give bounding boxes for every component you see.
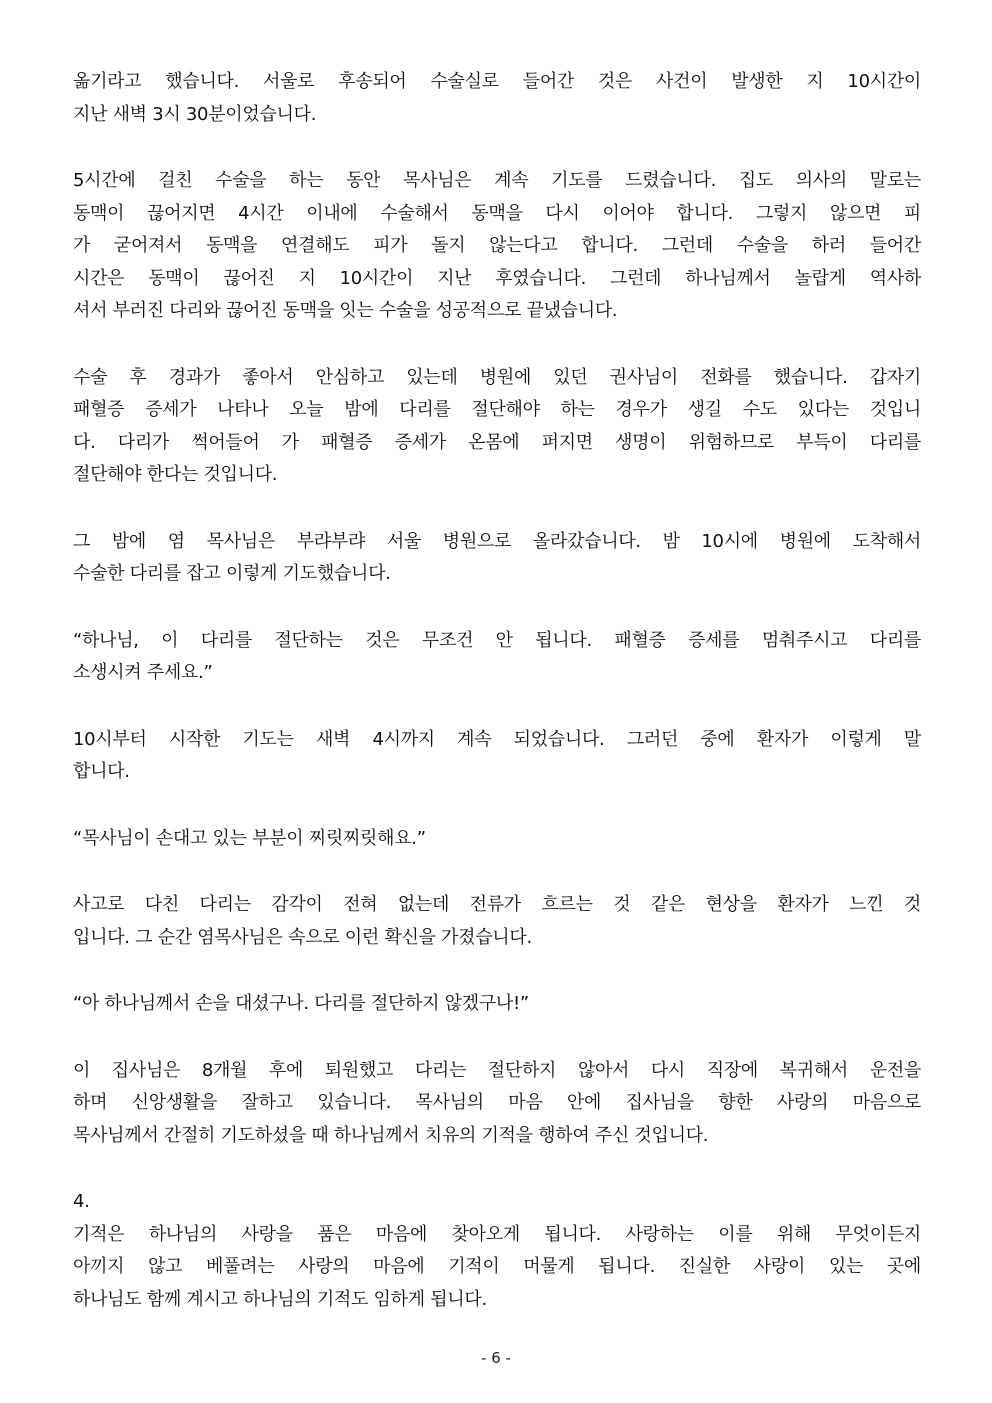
paragraph [73, 625, 921, 690]
text-line: “목사님이 손대고 있는 부분이 찌릿찌릿해요.” [73, 827, 426, 849]
paragraph [73, 66, 921, 131]
paragraph [73, 526, 921, 591]
text-line: 다. 다리가 썩어들어 가 패혈증 증세가 온몸에 퍼지면 생명이 위험하므로 부득이 다리를 [73, 431, 921, 453]
text-line: 하나님도 함께 계시고 하나님의 기적도 임하게 됩니다. [73, 1288, 487, 1310]
text-line: 4. [73, 1191, 90, 1212]
text-line: 목사님께서 간절히 기도하셨을 때 하나님께서 치유의 기적을 행하여 주신 것입니다. [73, 1124, 709, 1146]
text-line: 합니다. [73, 761, 130, 782]
text-line: 소생시켜 주세요.” [73, 662, 213, 683]
paragraph [73, 823, 921, 856]
paragraph [73, 362, 921, 492]
paragraph [73, 1186, 921, 1316]
text-line: 기적은 하나님의 사랑을 품은 마음에 찾아오게 됩니다. 사랑하는 이를 위해 무엇이든지 [73, 1223, 921, 1245]
text-line: 수술한 다리를 잡고 이렇게 기도했습니다. [73, 563, 391, 584]
paragraph [73, 1055, 921, 1153]
paragraph-gap [73, 789, 921, 823]
text-line: 아끼지 않고 베풀려는 사랑의 마음에 기적이 머물게 됩니다. 진실한 사랑이 있는 곳에 [73, 1256, 921, 1277]
text-line: 그 밤에 염 목사님은 부랴부랴 서울 병원으로 올라갔습니다. 밤 10시에 병원에 도착해서 [73, 530, 921, 552]
paragraph-gap [73, 1152, 921, 1186]
paragraph-gap [73, 954, 921, 988]
text-line: 지난 새벽 3시 30분이었습니다. [73, 103, 317, 125]
text-line: 수술 후 경과가 좋아서 안심하고 있는데 병원에 있던 권사님이 전화를 했습니다. 갑자기 [73, 366, 921, 388]
text-line: 절단해야 한다는 것입니다. [73, 464, 278, 485]
paragraph-gap [73, 328, 921, 362]
paragraph-gap [73, 492, 921, 526]
text-line: 하며 신앙생활을 잘하고 있습니다. 목사님의 마음 안에 집사님을 향한 사랑의 마음으로 [73, 1092, 921, 1113]
paragraph-gap [73, 591, 921, 625]
text-line: 옮기라고 했습니다. 서울로 후송되어 수술실로 들어간 것은 사건이 발생한 지 10시간이 [73, 71, 921, 92]
text-line: 패혈증 증세가 나타나 오늘 밤에 다리를 절단해야 하는 경우가 생길 수도 있다는 것입니 [73, 399, 921, 420]
paragraph [73, 988, 921, 1021]
text-line: 입니다. 그 순간 염목사님은 속으로 이런 확신을 가졌습니다. [73, 926, 532, 948]
paragraph [73, 165, 921, 328]
page-number: - 6 - [481, 1349, 511, 1367]
text-line: 가 굳어져서 동맥을 연결해도 피가 돌지 않는다고 합니다. 그런데 수술을 하러 들어간 [73, 235, 921, 256]
text-line: 이 집사님은 8개월 후에 퇴원했고 다리는 절단하지 않아서 다시 직장에 복귀해서 운전을 [73, 1059, 921, 1081]
text-line: “아 하나님께서 손을 대셨구나. 다리를 절단하지 않겠구나!” [73, 993, 529, 1014]
text-line: 사고로 다친 다리는 감각이 전혀 없는데 전류가 흐르는 것 같은 현상을 환자가 느낀 것 [73, 894, 921, 915]
document-body [73, 66, 921, 1316]
text-line: 동맥이 끊어지면 4시간 이내에 수술해서 동맥을 다시 이어야 합니다. 그렇지 않으면 피 [73, 202, 921, 224]
paragraph [73, 889, 921, 954]
text-line: 셔서 부러진 다리와 끊어진 동맥을 잇는 수술을 성공적으로 끝냈습니다. [73, 300, 618, 321]
paragraph [73, 724, 921, 789]
paragraph-gap [73, 1021, 921, 1055]
text-line: 10시부터 시작한 기도는 새벽 4시까지 계속 되었습니다. 그러던 중에 환자가 이렇게 말 [73, 728, 921, 750]
text-line: 5시간에 걸친 수술을 하는 동안 목사님은 계속 기도를 드렸습니다. 집도 의사의 말로는 [73, 170, 921, 191]
paragraph-gap [73, 855, 921, 889]
text-line: “하나님, 이 다리를 절단하는 것은 무조건 안 됩니다. 패혈증 증세를 멈춰주시고 다리를 [73, 629, 921, 651]
text-line: 시간은 동맥이 끊어진 지 10시간이 지난 후였습니다. 그런데 하나님께서 놀랍게 역사하 [73, 267, 921, 289]
paragraph-gap [73, 690, 921, 724]
paragraph-gap [73, 131, 921, 165]
